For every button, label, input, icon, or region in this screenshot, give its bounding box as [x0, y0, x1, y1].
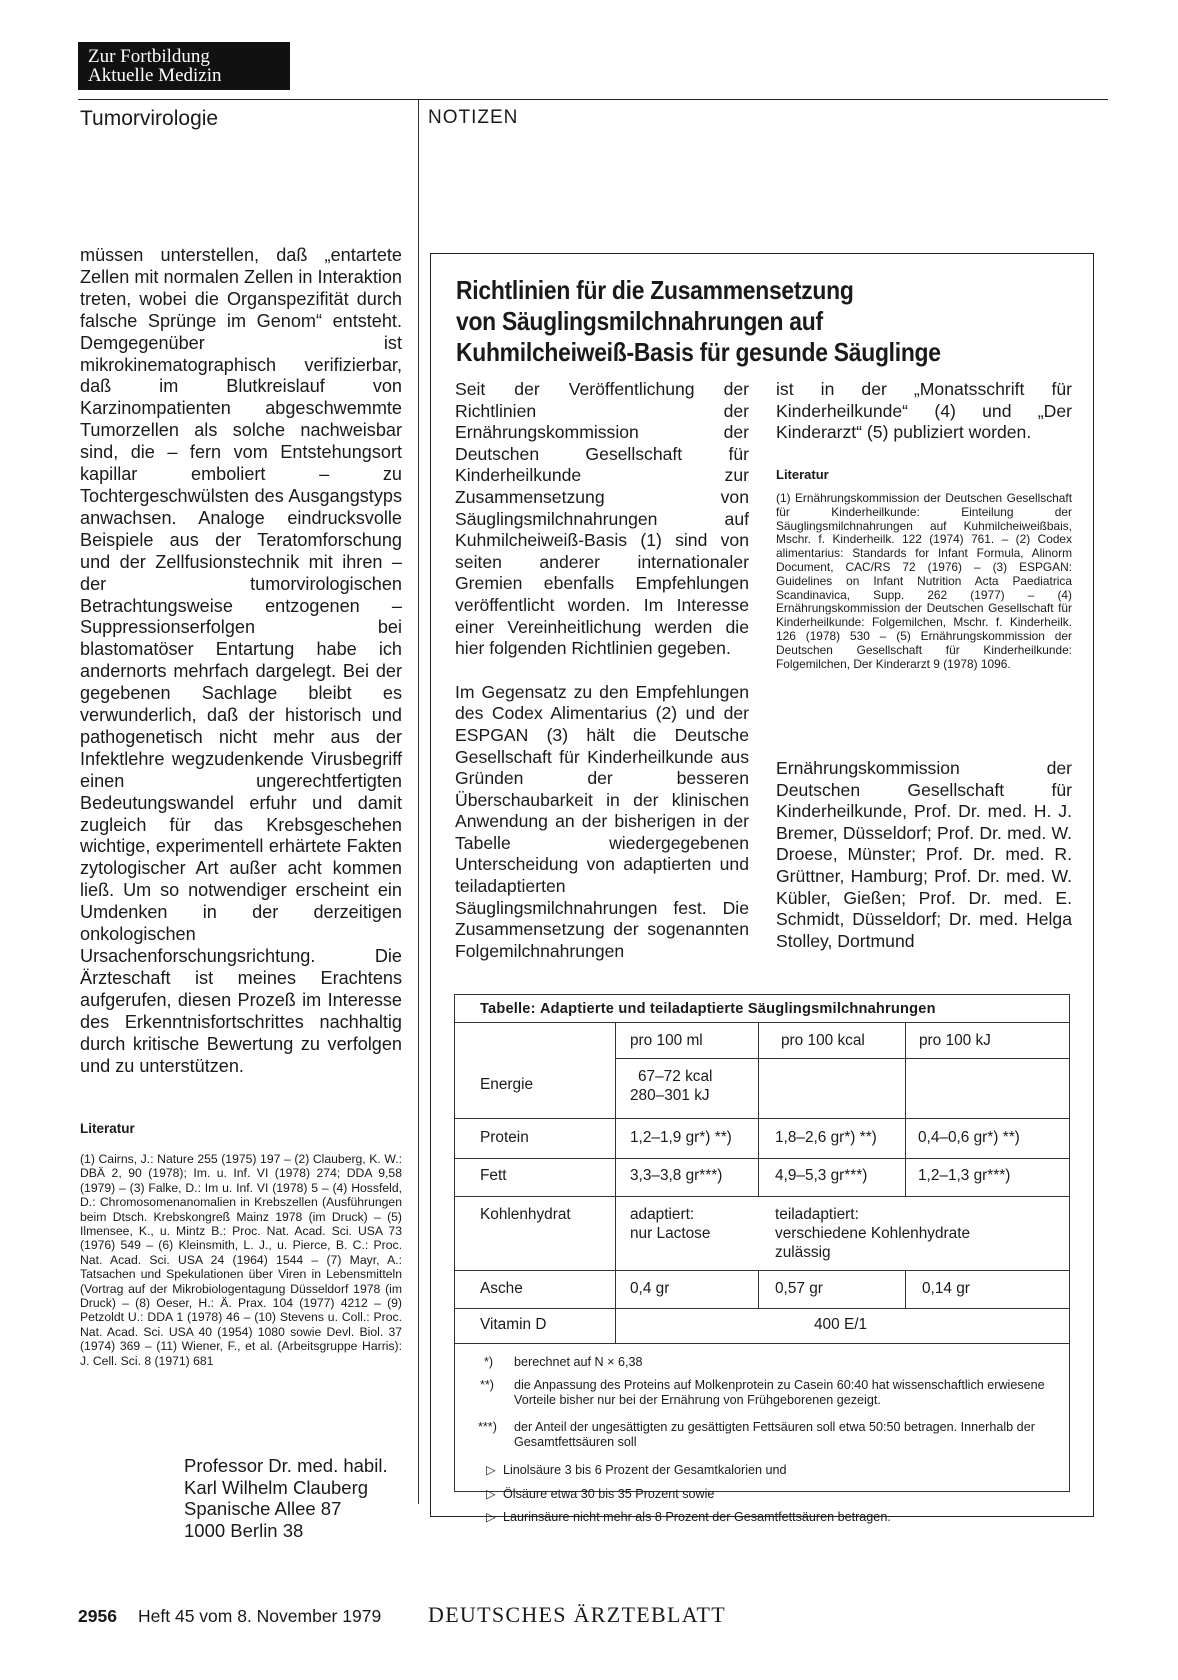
notice-paragraph: Seit der Veröffentlichung der Richtlinien der Ernährungskommission der Deutschen Gesellschaft für Kinderheilkunde zur Zusammensetzung von Säuglingsmilchnahrungen auf Kuhmilcheiweiß-Basis (1) sind von seiten anderer internationaler Gremien ebenfalls Empfehlungen veröffentlicht worden. Im Interesse einer Vereinheitlichung werden die hier folgenden Richtlinien gegeben.	[455, 379, 749, 659]
col-header: pro 100 kJ	[919, 1032, 991, 1049]
footnote-text: Linolsäure 3 bis 6 Prozent der Gesamtkalorien und	[503, 1463, 787, 1477]
notice-literature-list: (1) Ernährungskommission der Deutschen Gesellschaft für Kinderheilkunde: Einteilung der Säuglingsmilchnahrungen auf Kuhmilcheiweißbais, Mschr. f. Kinderheilk. 122 (1974) 761. – (2) Codex alimentarius: Standards for Infant Formula, Alinorm Document, CAC/RS 72 (1976) – (3) ESPGAN: Guidelines on Infant Nutrition Acta Paediatrica Scandinavica, Supp. 262 (1977) – (4) Ernährungskommission der Deutschen Gesellschaft für Kinderheilkunde: Folgemilchen, Mschr. f. Kinderheilk. 126 (1978) 530 – (5) Ernährungskommission der Deutschen Gesellschaft für Kinderheilkunde: Folgemilchen, Der Kinderarzt 9 (1978) 1096.	[776, 491, 1072, 671]
address-line: 1000 Berlin 38	[184, 1519, 304, 1541]
row-label: Kohlenhydrat	[480, 1206, 571, 1223]
table-title-label: Tabelle:	[480, 1001, 536, 1017]
table-cell: teiladaptiert:	[775, 1206, 859, 1223]
table-rule	[454, 1118, 1070, 1119]
table-rule	[454, 1196, 1070, 1197]
row-label: Fett	[480, 1167, 507, 1184]
notice-title-line: Kuhmilcheiweiß-Basis für gesunde Säuglinge	[456, 337, 941, 367]
table-cell: 4,9–5,3 gr***)	[775, 1167, 868, 1184]
table-cell: 1,2–1,3 gr***)	[918, 1167, 1011, 1184]
footnote-text: der Anteil der ungesättigten zu gesättigten Fettsäuren soll etwa 50:50 betragen. Innerhalb der Gesamtfettsäuren soll	[514, 1420, 1035, 1449]
footnote-text: die Anpassung des Proteins auf Molkenprotein zu Casein 60:40 hat wissenschaftlich erwiesene Vorteile bisher nur bei der Ernährung von Frühgeborenen gezeigt.	[514, 1378, 1045, 1407]
table-cell: verschiedene Kohlenhydrate	[775, 1225, 971, 1242]
footnote-mark: ***)	[478, 1420, 497, 1434]
address-line: Karl Wilhelm Clauberg	[184, 1476, 369, 1498]
table-rule	[454, 1270, 1070, 1271]
table-cell: nur Lactose	[630, 1225, 711, 1242]
table-cell: 0,4 gr	[630, 1280, 670, 1297]
notice-literature-heading: Literatur	[776, 467, 829, 482]
table-title	[480, 1001, 936, 1017]
row-label: Energie	[480, 1076, 534, 1093]
notice-signers: Ernährungskommission der Deutschen Gesellschaft für Kinderheilkunde, Prof. Dr. med. H. J. Bremer, Düsseldorf; Prof. Dr. med. W. Droese, Münster; Prof. Dr. med. R. Grüttner, Hamburg; Prof. Dr. med. W. Kübler, Gießen; Prof. Dr. med. E. Schmidt, Düsseldorf; Dr. med. Helga Stolley, Dortmund	[776, 758, 1072, 951]
table-rule	[758, 1270, 759, 1308]
table-rule	[454, 1022, 1070, 1023]
table-rule	[905, 1022, 906, 1196]
notice-paragraph: Im Gegensatz zu den Empfehlungen des Codex Alimentarius (2) und der ESPGAN (3) hält die Deutsche Gesellschaft für Kinderheilkunde aus Gründen der besseren Überschaubarkeit in der klinischen Anwendung an der bisherigen in der Tabelle wiedergegebenen Unterscheidung von adaptierten und teiladaptierten Säuglingsmilchnahrungen fest. Die Zusammensetzung der sogenannten Folgemilchnahrungen	[455, 681, 749, 961]
footnote-text: Ölsäure etwa 30 bis 35 Prozent sowie	[503, 1487, 715, 1501]
table-cell: 0,14 gr	[922, 1280, 970, 1297]
row-label: Protein	[480, 1129, 529, 1146]
address-line: Spanische Allee 87	[184, 1498, 342, 1519]
table-rule	[454, 1308, 1070, 1309]
notice-title	[456, 275, 1002, 368]
table-rule	[454, 1343, 1070, 1344]
table-rule	[454, 1158, 1070, 1159]
column-divider	[418, 99, 419, 1504]
left-article-body: müssen unterstellen, daß „entartete Zellen mit normalen Zellen in Interaktion treten, wobei die Organspezifität durch falsche Sprünge im Genom“ entsteht. Demgegenüber ist mikrokinematographisch verifizierbar, daß im Blutkreislauf von Karzinompatienten abgeschwemmte Tumorzellen als solche nachweisbar sind, die – fern vom Entstehungsort kapillar emboliert – zu Tochtergeschwülsten des Ausgangstyps anwachsen. Analoge eindrucksvolle Beispiele aus der Teratomforschung und der Zellfusionstechnik mit ihren – der tumorvirologischen Betrachtungsweise entzogenen – Suppressionserfolgen bei blastomatöser Entartung habe ich andernorts mehrfach dargelegt. Bei der gegebenen Sachlage bleibt es verwunderlich, daß der historisch und pathogenetisch nicht mehr aus der Infektlehre wegzudenkende Virusbegriff einen ungerechtfertigten Bedeutungswandel erfuhr und damit zugleich für das Krebsgeschehen wichtige, experimentell erhärtete Fakten zytologischer Art außer acht kommen ließ. Um so notwendiger erscheint ein Umdenken in der derzeitigen onkologischen Ursachenforschungsrichtung. Die Ärzteschaft ist meines Erachtens aufgerufen, diesen Prozeß im Interesse des Erkenntnisfortschrittes nachhaltig durch kritische Bewertung zu verfolgen und zu unterstützen.	[80, 245, 402, 1076]
issue-line: Heft 45 vom 8. November 1979	[138, 1606, 382, 1626]
page-number: 2956	[78, 1606, 117, 1626]
section-label-line1: Zur Fortbildung	[88, 46, 210, 67]
right-section-heading: NOTIZEN	[428, 107, 519, 128]
table-cell: 3,3–3,8 gr***)	[630, 1167, 723, 1184]
table-cell: zulässig	[775, 1244, 831, 1261]
footnote-mark: **)	[480, 1378, 494, 1392]
row-label: Asche	[480, 1280, 523, 1297]
section-badge	[78, 42, 290, 90]
table-cell: 1,8–2,6 gr*) **)	[775, 1129, 877, 1146]
table-title-text: Adaptierte und teiladaptierte Säuglingsmilchnahrungen	[539, 1001, 936, 1017]
address-line: Professor Dr. med. habil.	[184, 1455, 388, 1476]
table-cell: adaptiert:	[630, 1206, 695, 1223]
table-rule	[758, 1022, 759, 1196]
table-cell: 67–72 kcal	[638, 1068, 713, 1085]
left-section-heading: Tumorvirologie	[80, 107, 219, 130]
left-literature-list: (1) Cairns, J.: Nature 255 (1975) 197 – (2) Clauberg, K. W.: DBÄ 2, 90 (1978); Im. u. Inf. VI (1978) 274; DDA 9,58 (1979) – (3) Falke, D.: Im u. Inf. VI (1978) 5 – (4) Hossfeld, D.: Chromosomenanomalien in Krebszellen (Ausführungen beim Dtsch. Krebskongreß Mainz 1978 (im Druck) – (5) Ilmensee, K., u. Mintz B.: Proc. Nat. Acad. Sci. USA 73 (1976) 549 – (6) Kleinsmith, L. J., u. Pierce, B. C.: Proc. Nat. Acad. Sci. USA 24 (1964) 1544 – (7) Mayr, A.: Tatsachen und Spekulationen über Viren in Lebensmitteln (Vortrag auf der Mikrobiologentagung Düsseldorf 1978 (im Druck) – (8) Oeser, H.: Ä. Prax. 104 (1977) 4212 – (9) Petzoldt U.: DDA 1 (1978) 46 – (10) Stevens u. Coll.: Proc. Nat. Acad. Sci. USA 40 (1954) 1080 sowie Devl. Biol. 37 (1974) 369 – (11) Wiener, F., et al. (Arbeitsgruppe Harris): J. Cell. Sci. 8 (1971) 681	[80, 1152, 402, 1368]
footnote-mark: ▷	[486, 1487, 496, 1501]
author-address	[184, 1455, 388, 1541]
notice-column-left	[455, 379, 749, 984]
table-rule	[615, 1022, 616, 1343]
section-label-line2: Aktuelle Medizin	[88, 65, 222, 86]
footnote-mark: ▷	[486, 1510, 496, 1524]
table-cell: 0,57 gr	[775, 1280, 823, 1297]
table-cell: 280–301 kJ	[630, 1087, 710, 1104]
table-cell: 0,4–0,6 gr*) **)	[918, 1129, 1020, 1146]
top-rule	[78, 99, 1108, 100]
journal-name: DEUTSCHES ÄRZTEBLATT	[428, 1602, 726, 1627]
notice-column-right-text: ist in der „Monatsschrift für Kinderheilkunde“ (4) und „Der Kinderarzt“ (5) publiziert worden.	[776, 379, 1072, 443]
row-label: Vitamin D	[480, 1316, 547, 1333]
table-rule	[905, 1270, 906, 1308]
col-header: pro 100 ml	[630, 1032, 703, 1049]
left-literature-heading: Literatur	[80, 1121, 135, 1136]
footnote-mark: *)	[484, 1355, 494, 1369]
notice-title-line: Richtlinien für die Zusammensetzung	[456, 275, 854, 305]
table-rule	[615, 1058, 1070, 1059]
table-cell: 1,2–1,9 gr*) **)	[630, 1129, 732, 1146]
footnote-text: berechnet auf N × 6,38	[514, 1355, 643, 1369]
notice-title-line: von Säuglingsmilchnahrungen auf	[456, 306, 823, 336]
footnote-mark: ▷	[486, 1463, 496, 1477]
table-cell: 400 E/1	[814, 1316, 868, 1333]
footnote-text: Laurinsäure nicht mehr als 8 Prozent der Gesamtfettsäuren betragen.	[503, 1510, 891, 1524]
col-header: pro 100 kcal	[781, 1032, 865, 1049]
nutrition-table	[454, 994, 1070, 1492]
